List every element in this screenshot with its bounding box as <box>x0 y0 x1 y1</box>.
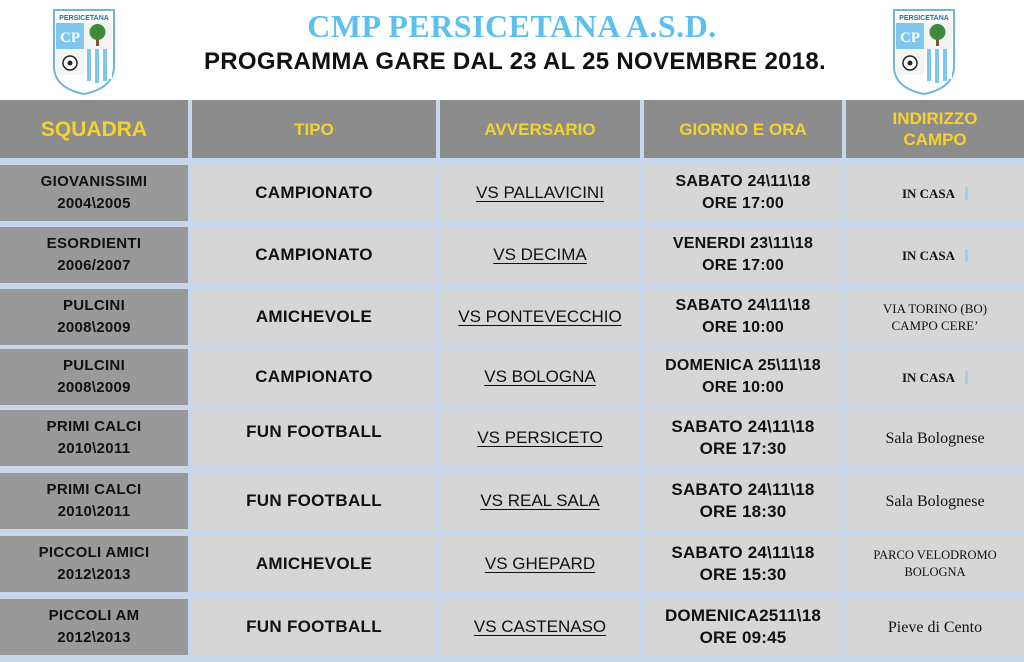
datetime-cell <box>644 599 842 655</box>
team-years: 2004\2005 <box>57 195 131 212</box>
opponent-name: VS PERSICETO <box>477 428 603 447</box>
table-row <box>0 289 1024 345</box>
venue-text: IN CASA <box>901 185 956 201</box>
venue-text: Sala Bolognese <box>885 492 985 510</box>
match-day: VENERDI 23\11\18 <box>672 235 814 252</box>
svg-text:PERSICETANA: PERSICETANA <box>59 15 109 22</box>
team-cell <box>0 227 188 283</box>
match-day: SABATO 24\11\18 <box>671 417 815 436</box>
program-title: PROGRAMMA GARE DAL 23 AL 25 NOVEMBRE 2018. <box>203 48 827 75</box>
venue-cell <box>846 289 1024 345</box>
venue-cell <box>846 227 1024 283</box>
team-years: 2008\2009 <box>57 319 131 336</box>
match-day: DOMENICA2511\18 <box>664 606 822 625</box>
team-name: PRIMI CALCI <box>46 418 142 435</box>
match-type: FUN FOOTBALL <box>192 599 436 655</box>
team-name: PRIMI CALCI <box>46 481 142 498</box>
datetime-cell <box>644 410 842 466</box>
opponent-name: VS CASTENASO <box>473 617 607 636</box>
team-cell <box>0 599 188 655</box>
opponent-cell <box>440 227 640 283</box>
venue-line2: BOLOGNA <box>904 565 966 579</box>
venue-cell <box>846 349 1024 405</box>
venue-text: Sala Bolognese <box>885 429 985 447</box>
match-time: ORE 17:00 <box>702 195 784 212</box>
team-name: GIOVANISSIMI <box>40 173 148 190</box>
club-logo-right <box>892 8 956 96</box>
team-years: 2008\2009 <box>57 379 131 396</box>
club-crest-icon <box>892 8 956 96</box>
opponent-cell <box>440 536 640 592</box>
opponent-name: VS DECIMA <box>493 245 587 264</box>
match-day: SABATO 24\11\18 <box>675 173 811 190</box>
team-name: PULCINI <box>62 357 126 374</box>
match-time: ORE 15:30 <box>699 565 787 584</box>
match-type: AMICHEVOLE <box>192 289 436 345</box>
opponent-cell <box>440 599 640 655</box>
datetime-cell <box>644 289 842 345</box>
table-row <box>0 473 1024 529</box>
svg-text:CP: CP <box>60 30 80 46</box>
venue-cell <box>846 165 1024 221</box>
match-time: ORE 09:45 <box>699 628 787 647</box>
venue-cell <box>846 599 1024 655</box>
opponent-name: VS PONTEVECCHIO <box>458 307 622 326</box>
venue-marker-icon <box>965 187 968 200</box>
team-years: 2012\2013 <box>57 629 131 646</box>
datetime-cell <box>644 349 842 405</box>
datetime-cell <box>644 536 842 592</box>
match-time: ORE 18:30 <box>699 502 787 521</box>
match-time: ORE 17:00 <box>702 257 784 274</box>
table-row <box>0 536 1024 592</box>
match-type: CAMPIONATO <box>192 349 436 405</box>
team-cell <box>0 165 188 221</box>
team-cell <box>0 289 188 345</box>
venue-marker-icon <box>965 249 968 262</box>
opponent-name: VS PALLAVICINI <box>476 183 604 202</box>
team-cell <box>0 410 188 466</box>
match-time: ORE 10:00 <box>702 379 784 396</box>
opponent-cell <box>440 349 640 405</box>
team-years: 2010\2011 <box>57 440 131 457</box>
team-name: PULCINI <box>62 297 126 314</box>
header-squadra: SQUADRA <box>0 100 188 158</box>
table-row <box>0 599 1024 655</box>
venue-line1: PARCO VELODROMO <box>873 548 997 562</box>
match-type: CAMPIONATO <box>192 165 436 221</box>
team-years: 2006/2007 <box>57 257 131 274</box>
match-type: FUN FOOTBALL <box>192 473 436 529</box>
venue-marker-icon <box>965 371 968 384</box>
venue-cell <box>846 536 1024 592</box>
opponent-name: VS BOLOGNA <box>484 367 596 386</box>
schedule-table <box>0 100 1024 662</box>
venue-cell <box>846 410 1024 466</box>
venue-line2: CAMPO CERE’ <box>891 318 979 333</box>
team-cell <box>0 349 188 405</box>
team-cell <box>0 473 188 529</box>
datetime-cell <box>644 227 842 283</box>
match-type: AMICHEVOLE <box>192 536 436 592</box>
table-row <box>0 227 1024 283</box>
datetime-cell <box>644 473 842 529</box>
team-cell <box>0 536 188 592</box>
header-avversario: AVVERSARIO <box>440 100 640 158</box>
match-time: ORE 10:00 <box>702 319 784 336</box>
opponent-cell <box>440 289 640 345</box>
venue-text: Pieve di Cento <box>887 618 983 636</box>
club-title: CMP PERSICETANA A.S.D. <box>307 8 717 44</box>
match-day: SABATO 24\11\18 <box>671 480 815 499</box>
datetime-cell <box>644 165 842 221</box>
match-type: CAMPIONATO <box>192 227 436 283</box>
match-time: ORE 17:30 <box>699 439 787 458</box>
venue-cell <box>846 473 1024 529</box>
match-day: SABATO 24\11\18 <box>671 543 815 562</box>
team-name: PICCOLI AMICI <box>38 544 150 561</box>
opponent-cell <box>440 410 640 466</box>
opponent-cell <box>440 473 640 529</box>
header-indirizzo-campo <box>846 100 1024 158</box>
table-row <box>0 165 1024 221</box>
match-day: SABATO 24\11\18 <box>675 297 811 314</box>
match-type: FUN FOOTBALL <box>192 410 436 466</box>
team-years: 2010\2011 <box>57 503 131 520</box>
venue-text: IN CASA <box>901 247 956 263</box>
team-name: ESORDIENTI <box>46 235 142 252</box>
team-name: PICCOLI AM <box>48 607 140 624</box>
opponent-cell <box>440 165 640 221</box>
header-giorno-ora: GIORNO E ORA <box>644 100 842 158</box>
team-years: 2012\2013 <box>57 566 131 583</box>
opponent-name: VS GHEPARD <box>484 554 596 573</box>
header-indirizzo-line1: INDIRIZZO <box>892 109 978 128</box>
venue-text: IN CASA <box>901 369 956 385</box>
table-header-row <box>0 100 1024 162</box>
header-tipo: TIPO <box>192 100 436 158</box>
svg-text:PERSICETANA: PERSICETANA <box>899 15 949 22</box>
svg-text:CP: CP <box>900 30 920 46</box>
page-header <box>0 0 1024 100</box>
table-row <box>0 410 1024 466</box>
header-indirizzo-line2: CAMPO <box>903 130 967 149</box>
table-row <box>0 349 1024 405</box>
match-day: DOMENICA 25\11\18 <box>665 357 821 374</box>
opponent-name: VS REAL SALA <box>480 491 600 510</box>
venue-line1: VIA TORINO (BO) <box>882 301 988 316</box>
